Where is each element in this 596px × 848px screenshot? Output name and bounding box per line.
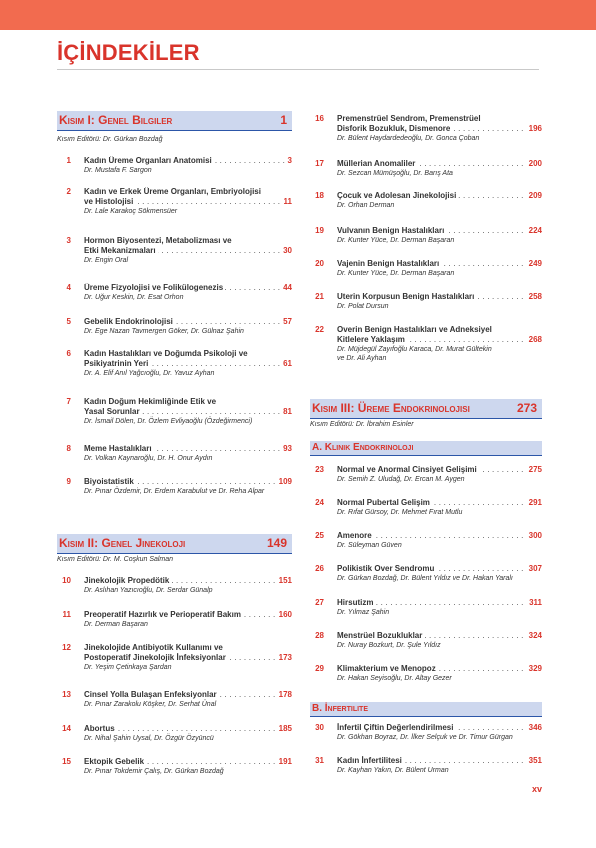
chapter-title: Üreme Fizyolojisi ve Folikülogenezis (84, 283, 224, 292)
part-title: Kısım I: Genel Bilgiler (59, 113, 173, 127)
top-color-bar (0, 0, 596, 30)
chapter-title: Müllerian Anomaliler (337, 159, 416, 168)
chapter-title-line (84, 283, 292, 293)
chapter-number: 19 (315, 226, 324, 235)
part-header[interactable] (310, 399, 542, 419)
chapter-title: Psikiyatrinin Yeri (84, 359, 149, 368)
chapter-title-line (84, 690, 292, 700)
entry-body (84, 477, 292, 496)
chapter-number: 30 (315, 723, 324, 732)
chapter-title-line (337, 498, 542, 508)
chapter-title-line (337, 631, 542, 641)
chapter-page: 291 (526, 498, 542, 508)
chapter-title: Hirsutizm (337, 598, 374, 607)
entry-body (337, 631, 542, 650)
chapter-page: 351 (526, 756, 542, 766)
chapter-authors: Dr. Volkan Kaynaroğlu, Dr. H. Onur Aydın (84, 455, 213, 462)
chapter-title-line (84, 610, 292, 620)
chapter-title: Kadın Doğum Hekimliğinde Etik ve (84, 397, 217, 406)
chapter-page: 57 (280, 317, 292, 327)
chapter-page: 224 (526, 226, 542, 236)
chapter-number: 24 (315, 498, 324, 507)
section-header[interactable] (310, 702, 542, 717)
entry-body (84, 397, 292, 426)
entry-body (337, 292, 542, 311)
chapter-title: Vajenin Benign Hastalıkları (337, 259, 440, 268)
chapter-title-line (84, 653, 292, 663)
chapter-title: Yasal Sorunlar (84, 407, 140, 416)
chapter-page: 173 (276, 653, 292, 663)
chapter-authors: Dr. Nuray Bozkurt, Dr. Şule Yıldız (337, 642, 441, 649)
chapter-authors: Dr. İsmail Dölen, Dr. Özlem Evliyaoğlu (Özdeğirmenci) (84, 418, 253, 425)
chapter-title-line (337, 756, 542, 766)
chapter-title-line (84, 724, 292, 734)
chapter-number: 25 (315, 531, 324, 540)
chapter-authors: Dr. Polat Dursun (337, 303, 389, 310)
chapter-authors: Dr. Lale Karakoç Sökmensüer (84, 208, 178, 215)
chapter-title: Ektopik Gebelik (84, 757, 145, 766)
section-title: A. Klinik Endokrinoloji (312, 442, 414, 453)
chapter-number: 2 (66, 187, 71, 196)
chapter-page: 191 (276, 757, 292, 767)
entry-body (84, 690, 292, 709)
entry-body (84, 643, 292, 672)
chapter-title-line (337, 564, 542, 574)
chapter-title-line (337, 723, 542, 733)
chapter-title: Postoperatif Jinekolojik İnfeksiyonlar (84, 653, 226, 662)
chapter-number: 12 (62, 643, 71, 652)
chapter-page: 209 (526, 191, 542, 201)
chapter-authors: Dr. Nihal Şahin Uysal, Dr. Özgür Özyüncü (84, 735, 214, 742)
chapter-title-line (84, 576, 292, 586)
chapter-title-line (84, 349, 292, 359)
chapter-number: 14 (62, 724, 71, 733)
part-page: 1 (280, 113, 287, 127)
chapter-number: 11 (62, 610, 71, 619)
chapter-authors: Dr. Sezcan Mümüşoğlu, Dr. Barış Ata (337, 170, 453, 177)
chapter-title-line (84, 444, 292, 454)
chapter-title-line (337, 191, 542, 201)
chapter-title-line (84, 187, 292, 197)
entry-body (337, 325, 542, 363)
part-page: 273 (516, 401, 537, 415)
chapter-page: 324 (526, 631, 542, 641)
chapter-title: Jinekolojik Propedötik (84, 576, 170, 585)
entry-body (337, 191, 542, 210)
chapter-title: Premenstrüel Sendrom, Premenstrüel (337, 114, 481, 123)
chapter-authors: Dr. Kunter Yüce, Dr. Derman Başaran (337, 270, 455, 277)
chapter-authors: Dr. Uğur Keskin, Dr. Esat Orhon (84, 294, 184, 301)
chapter-title-line (84, 757, 292, 767)
chapter-title: Normal ve Anormal Cinsiyet Gelişimi (337, 465, 477, 474)
chapter-title-line (337, 465, 542, 475)
chapter-number: 9 (66, 477, 71, 486)
chapter-title: Cinsel Yolla Bulaşan Enfeksiyonlar (84, 690, 217, 699)
part-editor: Kısım Editörü: Dr. İbrahim Esinler (310, 421, 414, 428)
chapter-title: Kadın ve Erkek Üreme Organları, Embriyolojisi (84, 187, 261, 196)
chapter-number: 3 (66, 236, 71, 245)
chapter-number: 21 (315, 292, 324, 301)
chapter-number: 10 (62, 576, 71, 585)
chapter-number: 28 (315, 631, 324, 640)
chapter-title: Kadın Hastalıkları ve Doğumda Psikoloji ve (84, 349, 248, 358)
chapter-title-line (84, 643, 292, 653)
chapter-page: 151 (276, 576, 292, 586)
chapter-title: Preoperatif Hazırlık ve Perioperatif Bakım (84, 610, 241, 619)
chapter-title: İnfertil Çiftin Değerlendirilmesi (337, 723, 454, 732)
chapter-page: 268 (526, 335, 542, 345)
chapter-page: 258 (526, 292, 542, 302)
entry-body (337, 564, 542, 583)
chapter-title: Disforik Bozukluk, Dismenore (337, 124, 451, 133)
chapter-authors: Dr. Gökhan Boyraz, Dr. İlker Selçuk ve Dr. Timur Gürgan (337, 734, 513, 741)
chapter-page: 81 (280, 407, 292, 417)
chapter-number: 5 (66, 317, 71, 326)
chapter-title: Kitlelere Yaklaşım (337, 335, 405, 344)
entry-body (337, 598, 542, 617)
chapter-title: Amenore (337, 531, 372, 540)
entry-body (337, 226, 542, 245)
chapter-number: 31 (315, 756, 324, 765)
page-number: xv (532, 784, 543, 794)
entry-body (337, 114, 542, 143)
chapter-title-line (337, 531, 542, 541)
chapter-number: 6 (66, 349, 71, 358)
part-title: Kısım II: Genel Jinekoloji (59, 536, 186, 550)
entry-body (84, 283, 292, 302)
chapter-page: 196 (526, 124, 542, 134)
chapter-title-line (337, 114, 542, 124)
chapter-page: 44 (280, 283, 292, 293)
chapter-number: 20 (315, 259, 324, 268)
chapter-number: 1 (66, 156, 71, 165)
chapter-page: 160 (276, 610, 292, 620)
part-header[interactable] (57, 534, 292, 554)
chapter-authors: Dr. Pınar Tokdemir Çalış, Dr. Gürkan Bozdağ (84, 768, 224, 775)
chapter-title: Normal Pubertal Gelişim (337, 498, 430, 507)
entry-body (84, 724, 292, 743)
chapter-number: 26 (315, 564, 324, 573)
chapter-number: 27 (315, 598, 324, 607)
chapter-page: 93 (280, 444, 292, 454)
chapter-page: 346 (526, 723, 542, 733)
chapter-title: Meme Hastalıkları (84, 444, 152, 453)
chapter-number: 15 (62, 757, 71, 766)
chapter-title: Biyoistatistik (84, 477, 134, 486)
section-header[interactable] (310, 441, 542, 456)
chapter-title: Polikistik Over Sendromu (337, 564, 435, 573)
chapter-number: 22 (315, 325, 324, 334)
chapter-page: 11 (281, 197, 292, 207)
chapter-page: 185 (276, 724, 292, 734)
chapter-title-line (337, 226, 542, 236)
chapter-page: 109 (276, 477, 292, 487)
chapter-authors: Dr. Engin Oral (84, 257, 129, 264)
chapter-number: 13 (62, 690, 71, 699)
chapter-page: 30 (280, 246, 292, 256)
chapter-title-line (337, 664, 542, 674)
chapter-title-line (337, 292, 542, 302)
chapter-title: Jinekolojide Antibiyotik Kullanımı ve (84, 643, 223, 652)
chapter-page: 275 (526, 465, 542, 475)
entry-body (84, 187, 292, 216)
entry-body (84, 156, 292, 175)
chapter-title: Kadın Üreme Organları Anatomisi (84, 156, 212, 165)
chapter-title-line (337, 124, 542, 134)
chapter-title: Vulvanın Benign Hastalıkları (337, 226, 445, 235)
chapter-authors: ve Dr. Ali Ayhan (337, 355, 387, 362)
chapter-page: 329 (526, 664, 542, 674)
chapter-title: ve Histolojisi (84, 197, 134, 206)
entry-body (337, 259, 542, 278)
chapter-title-line (84, 197, 292, 207)
chapter-authors: Dr. Müjdegül Zayıfoğlu Karaca, Dr. Murat Gültekin (337, 346, 492, 353)
part-header[interactable] (57, 111, 292, 131)
chapter-authors: Dr. Pınar Zarakolu Köşker, Dr. Serhat Ünal (84, 701, 217, 708)
part-page: 149 (266, 536, 287, 550)
chapter-number: 16 (315, 114, 324, 123)
chapter-title-line (84, 397, 292, 407)
entry-body (84, 349, 292, 378)
chapter-number: 7 (66, 397, 71, 406)
entry-body (337, 723, 542, 742)
chapter-authors: Dr. Derman Başaran (84, 621, 148, 628)
part-title: Kısım III: Üreme Endokrinolojisi (312, 401, 470, 415)
chapter-title-line (337, 259, 542, 269)
chapter-authors: Dr. Aslıhan Yazıcıoğlu, Dr. Serdar Günalp (84, 587, 213, 594)
chapter-authors: Dr. Ege Nazan Tavmergen Göker, Dr. Gülnaz Şahin (84, 328, 244, 335)
chapter-authors: Dr. Gürkan Bozdağ, Dr. Bülent Yıldız ve Dr. Hakan Yaralı (337, 575, 513, 582)
chapter-title: Kadın İnfertilitesi (337, 756, 402, 765)
entry-body (84, 576, 292, 595)
part-editor: Kısım Editörü: Dr. Gürkan Bozdağ (57, 136, 163, 143)
entry-body (84, 317, 292, 336)
chapter-authors: Dr. Rıfat Gürsoy, Dr. Mehmet Fırat Mutlu (337, 509, 463, 516)
chapter-page: 311 (526, 598, 542, 608)
chapter-authors: Dr. Süleyman Güven (337, 542, 402, 549)
entry-body (84, 236, 292, 265)
chapter-title-line (84, 359, 292, 369)
chapter-authors: Dr. Mustafa F. Sargon (84, 167, 152, 174)
chapter-authors: Dr. Kunter Yüce, Dr. Derman Başaran (337, 237, 455, 244)
chapter-authors: Dr. A. Elif Anıl Yağcıoğlu, Dr. Yavuz Ayhan (84, 370, 215, 377)
chapter-authors: Dr. Yeşim Çetinkaya Şardan (84, 664, 172, 671)
page-title: İÇİNDEKİLER (57, 40, 200, 65)
chapter-number: 18 (315, 191, 324, 200)
chapter-title: Hormon Biyosentezi, Metabolizması ve (84, 236, 232, 245)
chapter-title-line (337, 325, 542, 335)
chapter-page: 61 (280, 359, 292, 369)
chapter-page: 300 (526, 531, 542, 541)
entry-body (337, 531, 542, 550)
chapter-authors: Dr. Bülent Haydardedeoğlu, Dr. Gonca Çoban (337, 135, 480, 142)
chapter-title-line (337, 335, 542, 345)
chapter-title: Overin Benign Hastalıkları ve Adneksiyel (337, 325, 492, 334)
chapter-authors: Dr. Orhan Derman (337, 202, 395, 209)
chapter-title: Etki Mekanizmaları (84, 246, 156, 255)
chapter-number: 29 (315, 664, 324, 673)
entry-body (84, 610, 292, 629)
chapter-title-line (84, 156, 292, 166)
chapter-title: Abortus (84, 724, 115, 733)
chapter-authors: Dr. Semih Z. Uludağ, Dr. Ercan M. Aygen (337, 476, 465, 483)
title-divider (57, 69, 539, 70)
chapter-page: 200 (526, 159, 542, 169)
chapter-title-line (84, 236, 292, 246)
chapter-authors: Dr. Yılmaz Şahin (337, 609, 390, 616)
entry-body (337, 756, 542, 775)
entry-body (337, 664, 542, 683)
chapter-title: Gebelik Endokrinolojisi (84, 317, 173, 326)
chapter-number: 23 (315, 465, 324, 474)
part-editor: Kısım Editörü: Dr. M. Coşkun Salman (57, 556, 174, 563)
chapter-number: 17 (315, 159, 324, 168)
chapter-authors: Dr. Pınar Özdemir, Dr. Erdem Karabulut ve Dr. Reha Alpar (84, 488, 265, 495)
entry-body (337, 159, 542, 178)
chapter-number: 4 (66, 283, 71, 292)
chapter-title: Çocuk ve Adolesan Jinekolojisi (337, 191, 457, 200)
chapter-page: 3 (285, 156, 292, 166)
chapter-title: Uterin Korpusun Benign Hastalıkları (337, 292, 475, 301)
chapter-title: Klimakterium ve Menopoz (337, 664, 436, 673)
chapter-title-line (84, 407, 292, 417)
entry-body (84, 444, 292, 463)
chapter-title-line (337, 598, 542, 608)
entry-body (337, 465, 542, 484)
chapter-authors: Dr. Hakan Seyisoğlu, Dr. Altay Gezer (337, 675, 452, 682)
chapter-title-line (84, 246, 292, 256)
entry-body (337, 498, 542, 517)
chapter-page: 307 (526, 564, 542, 574)
chapter-title: Menstrüel Bozukluklar (337, 631, 423, 640)
chapter-number: 8 (66, 444, 71, 453)
section-title: B. İnfertilite (312, 703, 368, 714)
chapter-page: 249 (526, 259, 542, 269)
entry-body (84, 757, 292, 776)
chapter-page: 178 (276, 690, 292, 700)
chapter-title-line (84, 477, 292, 487)
chapter-authors: Dr. Kayhan Yakın, Dr. Bülent Urman (337, 767, 449, 774)
chapter-title-line (84, 317, 292, 327)
chapter-title-line (337, 159, 542, 169)
